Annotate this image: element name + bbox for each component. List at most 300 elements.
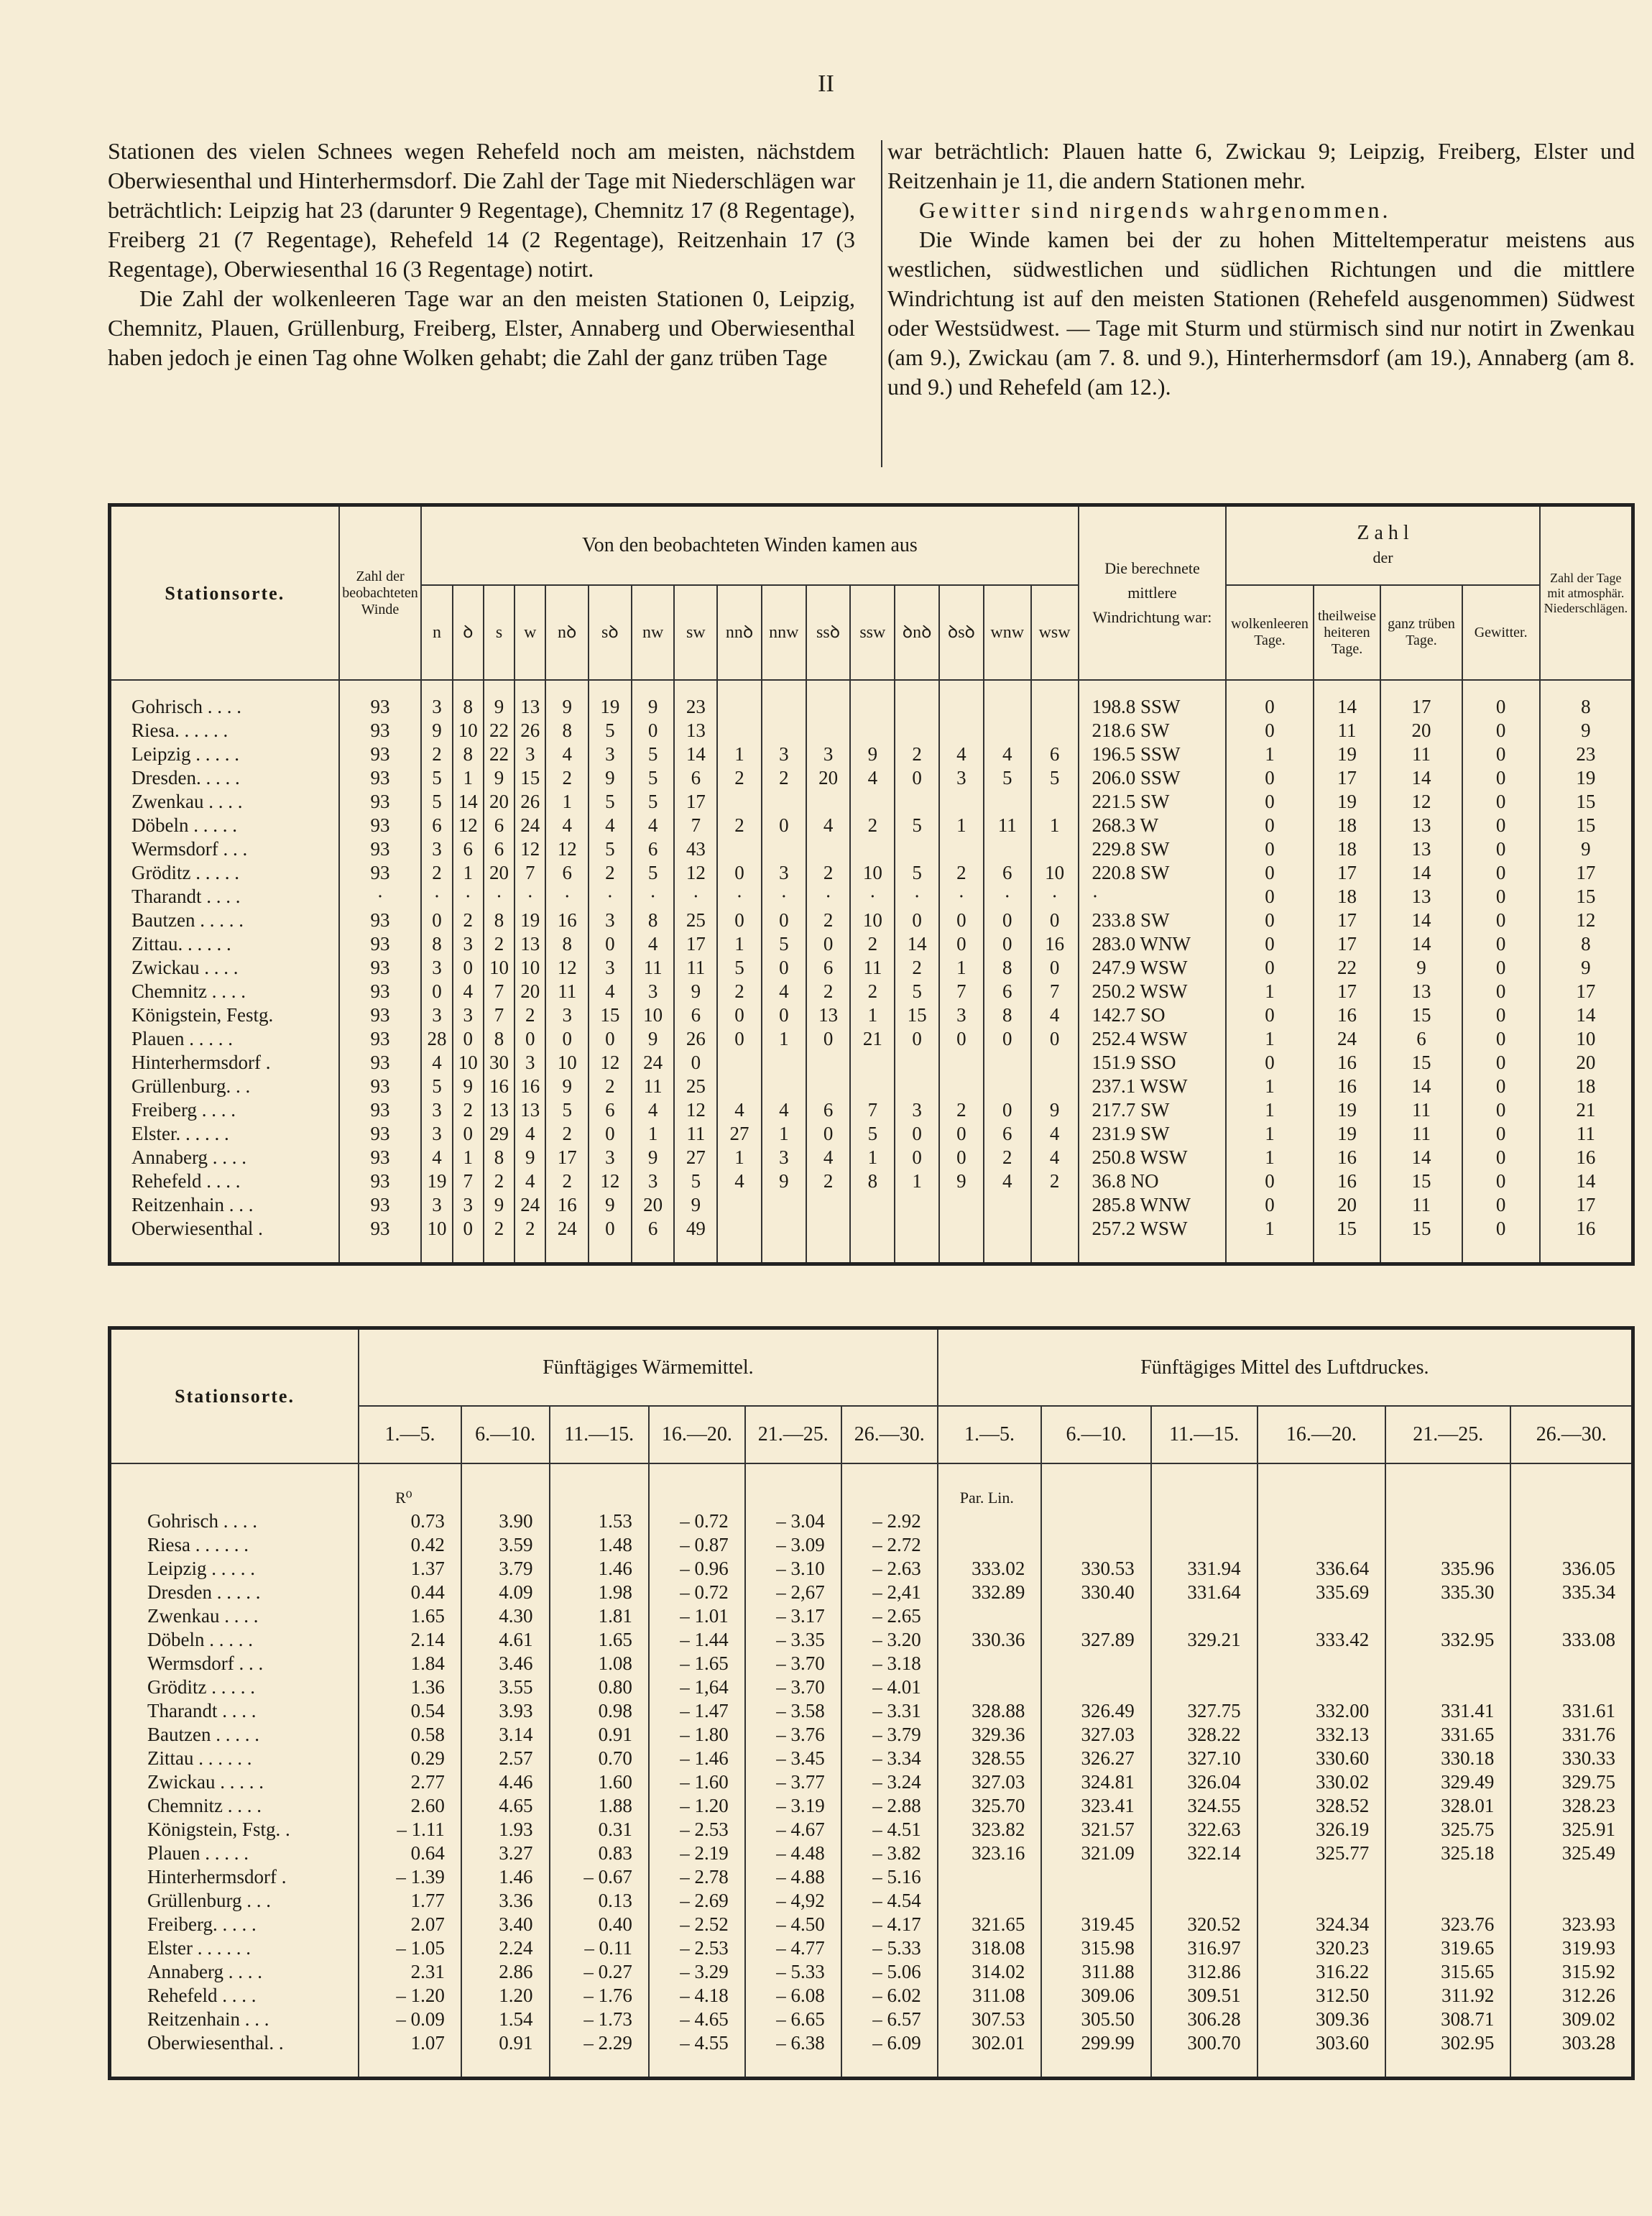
table-cell: 2 <box>484 1169 514 1193</box>
table-cell: – 1.60 <box>649 1770 745 1794</box>
table-cell: 6 <box>484 837 514 861</box>
table-cell: 17 <box>1540 980 1633 1003</box>
table-cell: 309.02 <box>1510 2008 1633 2031</box>
table-cell: 9 <box>1380 956 1462 980</box>
table-cell: 18 <box>1314 814 1381 837</box>
table-cell: 0 <box>762 909 806 932</box>
table-cell: – 3.20 <box>841 1628 938 1652</box>
table-cell: 15 <box>1380 1169 1462 1193</box>
table-cell: 4 <box>453 980 484 1003</box>
table-cell <box>717 719 762 743</box>
table-cell: 312.86 <box>1151 1960 1258 1984</box>
table-cell: 10 <box>545 1051 589 1075</box>
table-cell: 2.57 <box>461 1747 550 1770</box>
table-cell: – 1.44 <box>649 1628 745 1652</box>
table-cell: 2 <box>806 1169 851 1193</box>
table-cell: – 2.19 <box>649 1842 745 1865</box>
table-cell <box>939 837 984 861</box>
station-name: Rehefeld . . . . <box>131 1170 241 1192</box>
table-cell: – 3.35 <box>745 1628 841 1652</box>
table-cell: 93 <box>339 814 422 837</box>
table-cell: 306.28 <box>1151 2008 1258 2031</box>
table-cell: – 1.76 <box>550 1984 649 2008</box>
table-cell: – 3.29 <box>649 1960 745 1984</box>
unit-paris-lines: Par. Lin. <box>938 1463 1042 1509</box>
table-cell: – 3.34 <box>841 1747 938 1770</box>
table-row <box>110 1051 1633 1075</box>
table-cell: 93 <box>339 680 422 719</box>
table-cell <box>938 1865 1042 1889</box>
table-cell <box>717 837 762 861</box>
table-cell: – 3.76 <box>745 1723 841 1747</box>
table-cell: – 2.52 <box>649 1913 745 1936</box>
table-cell: 16 <box>514 1075 545 1098</box>
table-cell: 3 <box>762 743 806 766</box>
table-cell: 268.3 W <box>1079 814 1227 837</box>
table-cell: – 2.88 <box>841 1794 938 1818</box>
table-cell: 0 <box>984 1027 1031 1051</box>
table-cell: 0 <box>1462 1051 1540 1075</box>
table-cell: 1 <box>1226 1027 1313 1051</box>
table-cell: 11 <box>545 980 589 1003</box>
table-cell: 316.97 <box>1151 1936 1258 1960</box>
table-cell: 0.83 <box>550 1842 649 1865</box>
table-cell: – 3.10 <box>745 1557 841 1581</box>
table-cell: 15 <box>895 1003 939 1027</box>
table-cell: 6 <box>674 766 717 790</box>
table-cell: – 4.65 <box>649 2008 745 2031</box>
table-cell: 0 <box>1462 743 1540 766</box>
table-cell: · <box>674 885 717 909</box>
temperature-pressure-table-body <box>110 1463 1633 2079</box>
table-cell <box>1510 1675 1633 1699</box>
table-cell: – 0.11 <box>550 1936 649 1960</box>
table-cell: 7 <box>484 980 514 1003</box>
table-cell: – 2.29 <box>550 2031 649 2079</box>
table-cell: 6 <box>806 1098 851 1122</box>
table-cell: 0 <box>1462 719 1540 743</box>
table-cell: 19 <box>1314 743 1381 766</box>
table-row <box>110 1699 1633 1723</box>
table-cell <box>939 1075 984 1098</box>
table-cell: 1 <box>850 1003 895 1027</box>
table-cell: 331.64 <box>1151 1581 1258 1604</box>
table-cell <box>1151 1865 1258 1889</box>
table-cell: 0 <box>984 909 1031 932</box>
table-cell: 4 <box>514 1122 545 1146</box>
table-cell: 8 <box>632 909 675 932</box>
table-cell: 0 <box>1462 980 1540 1003</box>
header-direction-2: s <box>484 585 514 680</box>
table-cell: – 2.53 <box>649 1936 745 1960</box>
table-cell <box>1031 1051 1079 1075</box>
table-cell: 13 <box>674 719 717 743</box>
table-cell: 3 <box>421 837 452 861</box>
table-cell: 22 <box>484 743 514 766</box>
table-cell: 0 <box>1462 814 1540 837</box>
table-cell: – 4.01 <box>841 1675 938 1699</box>
table-cell: 17 <box>1314 909 1381 932</box>
table-cell: – 5.33 <box>841 1936 938 1960</box>
table-cell: 9 <box>850 743 895 766</box>
table-cell <box>939 680 984 719</box>
station-name: Königstein, Festg. <box>131 1004 274 1026</box>
table-cell: 327.03 <box>1041 1723 1150 1747</box>
table-cell <box>984 790 1031 814</box>
table-cell: 4 <box>632 1098 675 1122</box>
table-cell <box>1258 1865 1386 1889</box>
header-precip-days: Zahl der Tage mit atmosphär. Niederschlägen. <box>1540 505 1633 681</box>
table-cell: 18 <box>1314 837 1381 861</box>
table-cell: 30 <box>484 1051 514 1075</box>
table-cell: 4.61 <box>461 1628 550 1652</box>
table-cell: 0 <box>1462 885 1540 909</box>
table-cell <box>1041 1652 1150 1675</box>
table-cell: 320.23 <box>1258 1936 1386 1960</box>
table-cell <box>762 837 806 861</box>
table-cell <box>1031 837 1079 861</box>
table-cell: 0 <box>762 1003 806 1027</box>
station-name: Elster. . . . . . <box>131 1123 229 1144</box>
table-cell <box>850 1051 895 1075</box>
table-cell: 325.77 <box>1258 1842 1386 1865</box>
table-cell: – 2.72 <box>841 1533 938 1557</box>
table-cell: 7 <box>850 1098 895 1122</box>
table-cell: 2.86 <box>461 1960 550 1984</box>
table-cell <box>938 1509 1042 1533</box>
table-cell: 323.76 <box>1385 1913 1510 1936</box>
table-cell: 29 <box>484 1122 514 1146</box>
station-name: Tharandt . . . . <box>147 1700 257 1721</box>
table-cell: 9 <box>1540 837 1633 861</box>
table-cell: 322.14 <box>1151 1842 1258 1865</box>
table-cell: 1 <box>939 814 984 837</box>
table-cell: 12 <box>545 837 589 861</box>
table-cell: 3 <box>939 1003 984 1027</box>
table-cell: 330.60 <box>1258 1747 1386 1770</box>
table-cell: 1 <box>1226 743 1313 766</box>
table-cell: – 4.50 <box>745 1913 841 1936</box>
table-cell: 325.91 <box>1510 1818 1633 1842</box>
table-cell: – 1.65 <box>649 1652 745 1675</box>
table-cell: 0.13 <box>550 1889 649 1913</box>
table-cell: 20 <box>632 1193 675 1217</box>
table-cell: 3 <box>545 1003 589 1027</box>
table-cell: 328.22 <box>1151 1723 1258 1747</box>
table-cell: 5 <box>984 766 1031 790</box>
table-cell: 331.65 <box>1385 1723 1510 1747</box>
table-cell: 21 <box>850 1027 895 1051</box>
table-cell: 16 <box>1314 1169 1381 1193</box>
table-cell: 324.55 <box>1151 1794 1258 1818</box>
table-cell: 4 <box>717 1098 762 1122</box>
table-cell: 252.4 WSW <box>1079 1027 1227 1051</box>
table-cell: 1 <box>895 1169 939 1193</box>
table-cell: 323.16 <box>938 1842 1042 1865</box>
table-cell: 4 <box>514 1169 545 1193</box>
table-cell <box>938 1533 1042 1557</box>
header-station: Stationsorte. <box>110 505 339 681</box>
table-cell: 93 <box>339 1098 422 1122</box>
table-cell: 26 <box>674 1027 717 1051</box>
table-cell: 8 <box>984 956 1031 980</box>
table-cell: · <box>895 885 939 909</box>
table-cell: 3 <box>589 1146 632 1169</box>
table-cell: 13 <box>1380 980 1462 1003</box>
table-row <box>110 1984 1633 2008</box>
table-cell: 0 <box>939 1027 984 1051</box>
table-cell: 0 <box>1031 909 1079 932</box>
table-cell: 5 <box>421 1075 452 1098</box>
table-cell <box>717 1217 762 1264</box>
table-cell: 3 <box>895 1098 939 1122</box>
table-cell: 17 <box>674 932 717 956</box>
table-cell: 93 <box>339 1217 422 1264</box>
table-cell: 2 <box>939 1098 984 1122</box>
station-name: Döbeln . . . . . <box>147 1629 253 1650</box>
table-cell: 4 <box>806 814 851 837</box>
header-direction-10: ssꝺ <box>806 585 851 680</box>
station-name: Gröditz . . . . . <box>147 1676 255 1698</box>
header-direction-1: ꝺ <box>453 585 484 680</box>
table-row <box>110 1936 1633 1960</box>
table-cell: 8 <box>850 1169 895 1193</box>
station-name: Riesa. . . . . . <box>131 719 229 741</box>
header-period-4: 21.—25. <box>745 1406 841 1463</box>
table-cell <box>895 680 939 719</box>
table-cell: 336.05 <box>1510 1557 1633 1581</box>
table-cell: 1 <box>939 956 984 980</box>
table-cell <box>1041 1675 1150 1699</box>
table-cell: 4 <box>589 980 632 1003</box>
table-cell: 8 <box>984 1003 1031 1027</box>
temperature-pressure-table <box>108 1326 1635 2080</box>
station-name: Zittau . . . . . . <box>147 1747 252 1769</box>
table-cell: 3 <box>806 743 851 766</box>
table-cell <box>1385 1652 1510 1675</box>
table-cell: 233.8 SW <box>1079 909 1227 932</box>
table-cell: 5 <box>421 790 452 814</box>
table-cell: 10 <box>850 861 895 885</box>
table-cell <box>939 790 984 814</box>
table-cell: 0.80 <box>550 1675 649 1699</box>
table-cell: 3.79 <box>461 1557 550 1581</box>
table-cell: 0 <box>589 932 632 956</box>
station-name: Zwickau . . . . <box>131 957 239 978</box>
table-cell: 1.60 <box>550 1770 649 1794</box>
header-zahl-group <box>1226 505 1539 586</box>
wind-table <box>108 503 1635 1266</box>
table-cell: · <box>762 885 806 909</box>
table-cell: 311.88 <box>1041 1960 1150 1984</box>
table-cell: 332.13 <box>1258 1723 1386 1747</box>
table-cell: 331.94 <box>1151 1557 1258 1581</box>
table-cell: 10 <box>453 1051 484 1075</box>
table-cell <box>762 1193 806 1217</box>
table-cell: 11 <box>632 1075 675 1098</box>
table-cell <box>984 1193 1031 1217</box>
table-cell: · <box>453 885 484 909</box>
table-cell: – 0.09 <box>359 2008 461 2031</box>
table-cell: 331.76 <box>1510 1723 1633 1747</box>
station-name: Dresden. . . . . <box>131 767 240 789</box>
table-cell: 4 <box>632 932 675 956</box>
header-period-2: 11.—15. <box>550 1406 649 1463</box>
header-period-3: 16.—20. <box>649 1406 745 1463</box>
table-cell: – 2.53 <box>649 1818 745 1842</box>
table-cell: 4 <box>545 814 589 837</box>
table-row <box>110 1604 1633 1628</box>
table-cell <box>984 837 1031 861</box>
unit-reaumur: R⁰ <box>359 1463 461 1509</box>
table-cell: 6 <box>984 861 1031 885</box>
table-row <box>110 1913 1633 1936</box>
table-cell: 314.02 <box>938 1960 1042 1984</box>
table-cell: 2 <box>514 1003 545 1027</box>
table-cell <box>762 1051 806 1075</box>
table-cell: 1.65 <box>550 1628 649 1652</box>
table-cell: – 1.73 <box>550 2008 649 2031</box>
table-cell <box>1151 1533 1258 1557</box>
table-cell: 14 <box>1380 861 1462 885</box>
table-cell <box>939 719 984 743</box>
station-name: Dresden . . . . . <box>147 1581 261 1603</box>
table-cell: 0 <box>1226 719 1313 743</box>
table-cell: – 3.31 <box>841 1699 938 1723</box>
table-cell: 0.91 <box>461 2031 550 2079</box>
table-cell: 19 <box>1314 1122 1381 1146</box>
table-row <box>110 1027 1633 1051</box>
table-cell: 8 <box>545 719 589 743</box>
table-cell: 1.46 <box>550 1557 649 1581</box>
table-cell: 5 <box>895 980 939 1003</box>
table-cell: 1 <box>632 1122 675 1146</box>
table-cell: – 4.48 <box>745 1842 841 1865</box>
table-row <box>110 1217 1633 1264</box>
station-name: Gröditz . . . . . <box>131 862 239 883</box>
paragraph: war beträchtlich: Plauen hatte 6, Zwickau 9; Leipzig, Freiberg, Elster und Reitzenhain je 11, die andern Stationen mehr. <box>887 138 1635 193</box>
table-cell <box>806 837 851 861</box>
table-cell: 14 <box>1314 680 1381 719</box>
table-cell <box>895 1193 939 1217</box>
table-cell: 2 <box>895 956 939 980</box>
table-cell: 229.8 SW <box>1079 837 1227 861</box>
table-cell: 2 <box>850 932 895 956</box>
table-cell: 217.7 SW <box>1079 1098 1227 1122</box>
table-cell: 3 <box>589 909 632 932</box>
table-cell: 1 <box>717 743 762 766</box>
station-name: Plauen . . . . . <box>147 1842 249 1864</box>
table-cell: 0 <box>1226 909 1313 932</box>
table-cell: 9 <box>632 1146 675 1169</box>
station-name: Wermsdorf . . . <box>131 838 248 860</box>
station-name: Reitzenhain . . . <box>147 2008 269 2030</box>
table-cell: 0 <box>1462 1146 1540 1169</box>
table-cell <box>850 1193 895 1217</box>
table-cell: 4 <box>1031 1003 1079 1027</box>
table-cell: 8 <box>1540 680 1633 719</box>
table-cell: 0 <box>453 1217 484 1264</box>
table-cell: 7 <box>484 1003 514 1027</box>
table-cell: 0.91 <box>550 1723 649 1747</box>
table-cell: · <box>717 885 762 909</box>
header-direction-12: ꝺnꝺ <box>895 585 939 680</box>
table-cell: 1.93 <box>461 1818 550 1842</box>
table-cell: 8 <box>421 932 452 956</box>
table-cell: 8 <box>545 932 589 956</box>
table-cell: 5 <box>589 790 632 814</box>
table-cell: 329.21 <box>1151 1628 1258 1652</box>
table-cell <box>806 1075 851 1098</box>
table-cell <box>850 680 895 719</box>
table-cell: 20 <box>1314 1193 1381 1217</box>
table-cell: 283.0 WNW <box>1079 932 1227 956</box>
table-cell: 1.20 <box>461 1984 550 2008</box>
table-cell: 0 <box>717 909 762 932</box>
table-cell <box>938 1604 1042 1628</box>
table-row <box>110 1889 1633 1913</box>
table-cell: – 4.77 <box>745 1936 841 1960</box>
table-cell: 0.31 <box>550 1818 649 1842</box>
table-cell: 10 <box>453 719 484 743</box>
table-cell: – 3.19 <box>745 1794 841 1818</box>
table-cell: 0 <box>806 1027 851 1051</box>
table-row <box>110 1865 1633 1889</box>
table-cell: 300.70 <box>1151 2031 1258 2079</box>
table-cell: 9 <box>762 1169 806 1193</box>
table-cell: 9 <box>589 1193 632 1217</box>
table-cell: 6 <box>674 1003 717 1027</box>
table-cell: – 4.54 <box>841 1889 938 1913</box>
table-cell: 12 <box>589 1051 632 1075</box>
table-cell: 4.09 <box>461 1581 550 1604</box>
table-cell: 1 <box>1226 980 1313 1003</box>
table-cell <box>938 1889 1042 1913</box>
table-cell: 19 <box>514 909 545 932</box>
table-cell: 4.65 <box>461 1794 550 1818</box>
table-cell: 17 <box>545 1146 589 1169</box>
table-cell: 330.40 <box>1041 1581 1150 1604</box>
table-cell: – 3.24 <box>841 1770 938 1794</box>
table-cell: 6 <box>806 956 851 980</box>
table-cell: 321.57 <box>1041 1818 1150 1842</box>
table-cell: 16 <box>545 1193 589 1217</box>
station-name: Zwenkau . . . . <box>147 1605 259 1627</box>
table-cell: 1.48 <box>550 1533 649 1557</box>
table-cell: 8 <box>484 1027 514 1051</box>
table-cell: · <box>939 885 984 909</box>
table-cell: – 6.57 <box>841 2008 938 2031</box>
table-cell: – 6.65 <box>745 2008 841 2031</box>
table-cell: – 1.11 <box>359 1818 461 1842</box>
table-cell <box>1510 1509 1633 1533</box>
table-cell: 1 <box>545 790 589 814</box>
table-cell: 0 <box>762 956 806 980</box>
table-row <box>110 1723 1633 1747</box>
table-cell <box>938 1652 1042 1675</box>
table-cell: 2.31 <box>359 1960 461 1984</box>
table-cell: – 2.69 <box>649 1889 745 1913</box>
table-row <box>110 885 1633 909</box>
table-row <box>110 1098 1633 1122</box>
table-cell: 0.64 <box>359 1842 461 1865</box>
table-cell: 3 <box>514 743 545 766</box>
table-cell: 15 <box>589 1003 632 1027</box>
table-cell: 5 <box>762 932 806 956</box>
table-cell: 0.98 <box>550 1699 649 1723</box>
table-cell <box>1151 1509 1258 1533</box>
table-cell: 3 <box>453 1003 484 1027</box>
